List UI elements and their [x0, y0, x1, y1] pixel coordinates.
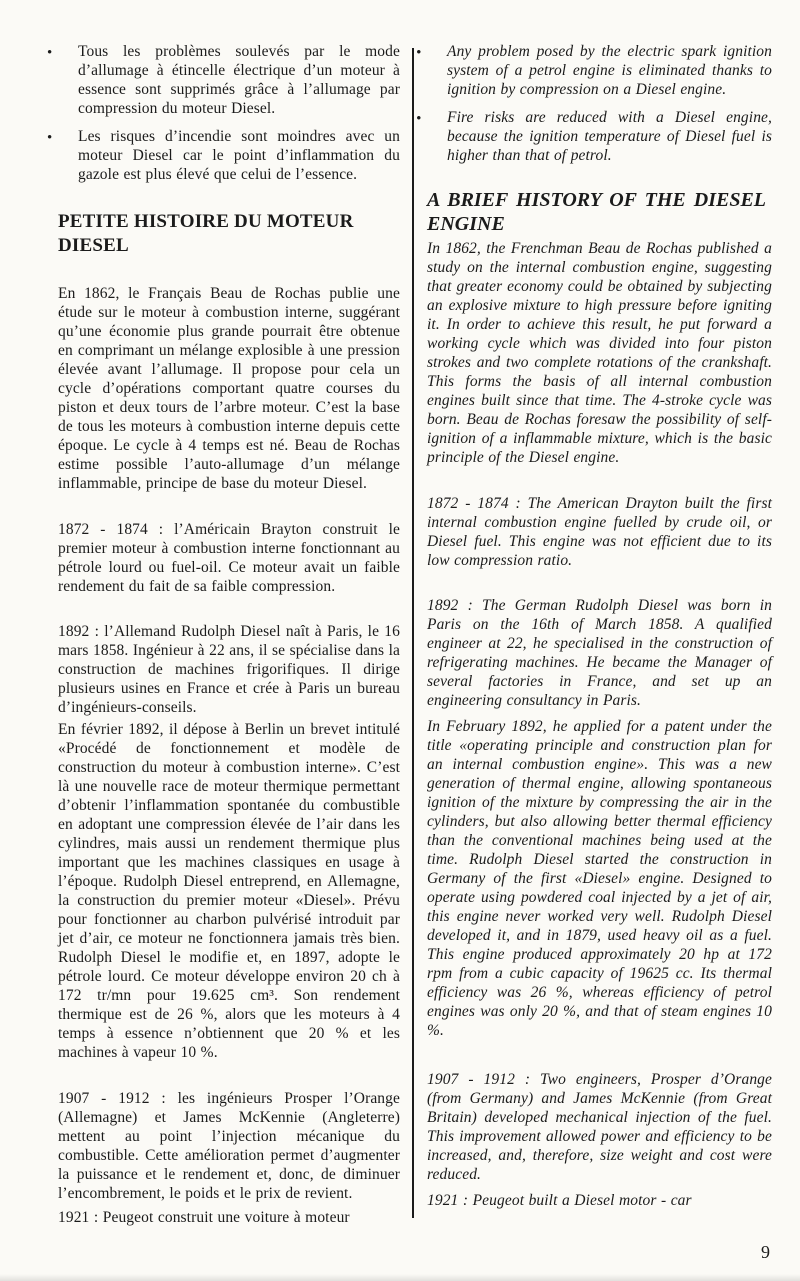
- bullet-icon: •: [47, 130, 53, 146]
- bullet-icon: •: [416, 111, 422, 127]
- paragraph-en-1862: In 1862, the Frenchman Beau de Rochas published a study on the internal combustion engine, suggesting that greater economy could be obtained by subjecting an explosive mixture to high pressure before igniting it. In order to achieve this result, he put forward a working cycle which was divided into four piston strokes and two complete rotations of the crankshaft. This forms the basis of all internal combustion engines built since that time. The 4-stroke cycle was born. Beau de Rochas foresaw the possibility of self-ignition of a inflammable mixture, which is the basic principle of the Diesel engine.: [427, 240, 772, 466]
- paragraph-en-1892-birth: 1892 : The German Rudolph Diesel was born in Paris on the 16th of March 1858. A qualified engineer at 22, he specialised in the construction of refrigerating machines. He became the Manager of several factories in France, and set up an engineering consultancy in Paris.: [427, 597, 772, 709]
- page-number: 9: [761, 1242, 770, 1262]
- french-column: [47, 42, 400, 1227]
- bullet-text-en-1: Any problem posed by the electric spark ignition system of a petrol engine is eliminated thanks to ignition by compression on a Diesel engine.: [447, 43, 772, 98]
- list-item: [416, 108, 772, 165]
- paragraph-fr-1892-patent: En février 1892, il dépose à Berlin un brevet intitulé «Procédé de fonctionnement et modèle de construction du moteur à combustion interne». C’est là une nouvelle race de moteur thermique permettant d’obtenir l’inflammation spontanée du combustible en adoptant une compression élevée de l’air dans les cylindres, mais aussi un rendement thermique plus important que les machines classiques en usage à l’époque. Rudolph Diesel entreprend, en Allemagne, la construction du premier moteur «Diesel». Prévu pour fonctionner au charbon pulvérisé introduit par jet d’air, ce moteur ne fonctionnera jamais très bien. Rudolph Diesel le modifie et, en 1897, adopte le pétrole lourd. Ce moteur développe environ 20 ch à 172 tr/mn pour 19.625 cm³. Son rendement thermique est de 26 %, alors que les moteurs à 4 temps à essence n’obtiennent que 20 % et les machines à vapeur 10 %.: [58, 721, 400, 1061]
- paragraph-en-1872-1874: 1872 - 1874 : The American Drayton built the first internal combustion engine fuelled by crude oil, or Diesel fuel. This engine was not efficient due to its low compression ratio.: [427, 495, 772, 569]
- bullet-icon: •: [416, 45, 422, 61]
- list-item: [47, 127, 400, 184]
- paragraph-en-1921: 1921 : Peugeot built a Diesel motor - car: [427, 1192, 692, 1209]
- list-item: [47, 42, 400, 118]
- paragraph-fr-1872-1874: 1872 - 1874 : l’Américain Brayton construit le premier moteur à combustion interne fonctionnant au pétrole lourd ou fuel-oil. Ce moteur avait un faible rendement du fait de sa faible compression.: [58, 521, 400, 595]
- column-divider: [412, 48, 414, 1218]
- english-column: [416, 42, 772, 1210]
- paragraph-fr-1921: 1921 : Peugeot construit une voiture à moteur: [58, 1209, 350, 1226]
- paragraph-fr-1892-birth: 1892 : l’Allemand Rudolph Diesel naît à Paris, le 16 mars 1858. Ingénieur à 22 ans, il se spécialise dans la construction de machines frigorifiques. Il dirige plusieurs usines en France et crée à Paris un bureau d’ingénieurs-conseils.: [58, 623, 400, 716]
- paragraph-en-1907-1912: 1907 - 1912 : Two engineers, Prosper d’Orange (from Germany) and James McKennie (from Great Britain) developed mechanical injection of the fuel. This improvement allowed power and efficiency to be increased, and, therefore, size weight and cost were reduced.: [427, 1071, 772, 1183]
- paragraph-fr-1862: En 1862, le Français Beau de Rochas publie une étude sur le moteur à combustion interne, suggérant qu’une économie plus grande pourrait être obtenue en comprimant un mélange explosible à une pression élevée avant l’allumage. Il propose pour cela un cycle d’opérations comportant quatre courses du piston et deux tours de l’arbre moteur. C’est la base de tous les moteurs à combustion interne depuis cette époque. Le cycle à 4 temps est né. Beau de Rochas estime possible l’auto-allumage d’un mélange inflammable, principe de base du moteur Diesel.: [58, 285, 400, 492]
- list-item: [416, 42, 772, 99]
- section-heading-french: PETITE HISTOIRE DU MOTEUR DIESEL: [58, 211, 354, 256]
- bullet-text-fr-1: Tous les problèmes soulevés par le mode d’allumage à étincelle électrique d’un moteur à essence sont supprimés grâce à l’allumage par compression du moteur Diesel.: [78, 43, 400, 117]
- section-heading-english: A BRIEF HISTORY OF THE DIESEL ENGINE: [427, 189, 766, 235]
- bullet-icon: •: [47, 45, 53, 61]
- paragraph-fr-1907-1912: 1907 - 1912 : les ingénieurs Prosper l’Orange (Allemagne) et James McKennie (Angleterre) mettent au point l’injection mécanique du combustible. Cette amélioration permet d’augmenter la puissance et le rendement et, donc, de diminuer l’encombrement, le poids et le prix de revient.: [58, 1090, 400, 1202]
- bullet-text-en-2: Fire risks are reduced with a Diesel engine, because the ignition temperature of Diesel fuel is higher than that of petrol.: [447, 109, 772, 164]
- bullet-text-fr-2: Les risques d’incendie sont moindres avec un moteur Diesel car le point d’inflammation du gazole est plus élevé que celui de l’essence.: [78, 128, 400, 183]
- paragraph-en-1892-patent: In February 1892, he applied for a patent under the title «operating principle and construction plan for an internal combustion engine». This was a new generation of thermal engine, allowing spontaneous ignition of the mixture by compressing the air in the cylinders, but also allowing better thermal efficiency than the conventional machines being used at the time. Rudolph Diesel started the construction in Germany of the first «Diesel» engine. Designed to operate using powdered coal injected by a jet of air, this engine never worked very well. Rudolph Diesel developed it, and in 1879, used heavy oil as a fuel. This engine produced approximately 20 hp at 172 rpm from a cubic capacity of 19625 cc. Its thermal efficiency was 26 %, whereas efficiency of petrol engines was only 20 %, and that of steam engines 10 %.: [427, 718, 772, 1039]
